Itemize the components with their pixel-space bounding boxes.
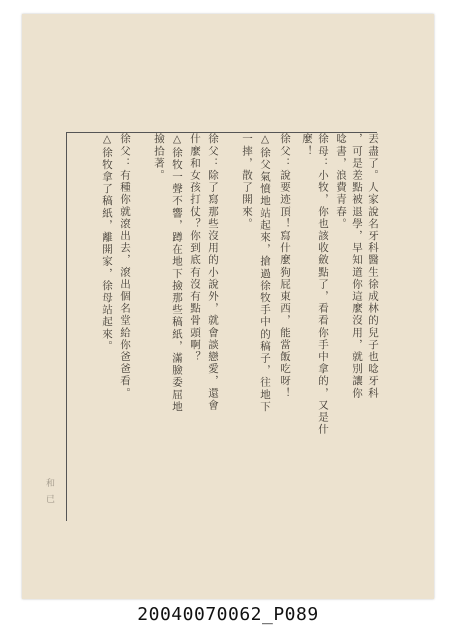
text-frame [66,132,377,521]
archive-id-caption: 20040070062_P089 [137,604,319,625]
text-column-14: △徐牧拿了稿紙，離開家，徐母站起來。 [101,133,113,353]
text-column-2: ，可是差點被退學，早知道你這麼沒用，就別讓你 [351,133,363,400]
text-column-8: 一摔，散了開來。 [241,133,253,230]
text-column-10: 什麼和女孩打仗？你到底有沒有點骨頭啊？ [189,133,201,363]
text-column-1: 丟盡了。人家說名牙科醫生徐成林的兒子也唸牙科 [367,133,379,400]
text-column-13: 徐父：有種你就滾出去，滾出個名堂給你爸爸看。 [119,133,131,400]
text-column-4: 徐母：小牧，你也該收斂點了，看看你手中拿的，又是什 [317,133,329,436]
text-column-7: △徐父氣憤地站起來，搶過徐牧手中的稿子，往地下 [259,133,271,413]
edge-mark-2: 已 [46,495,56,505]
edge-mark-1: 和 [46,479,56,489]
text-column-9: 徐父：除了寫那些沒用的小說外，就會談戀愛，還會 [207,133,219,412]
text-column-5: 麼！ [301,133,313,158]
text-column-12: 撿拾著。 [153,133,165,182]
text-column-6: 徐父：說要迹頂！寫什麼狗屁東西，能當飯吃呀！ [279,133,291,400]
text-column-11: △徐牧一聲不響，蹲在地下撿那些稿紙，滿臉委屈地 [171,133,183,413]
text-column-3: 唸書，浪費青春。 [335,133,347,230]
script-page [22,14,434,599]
